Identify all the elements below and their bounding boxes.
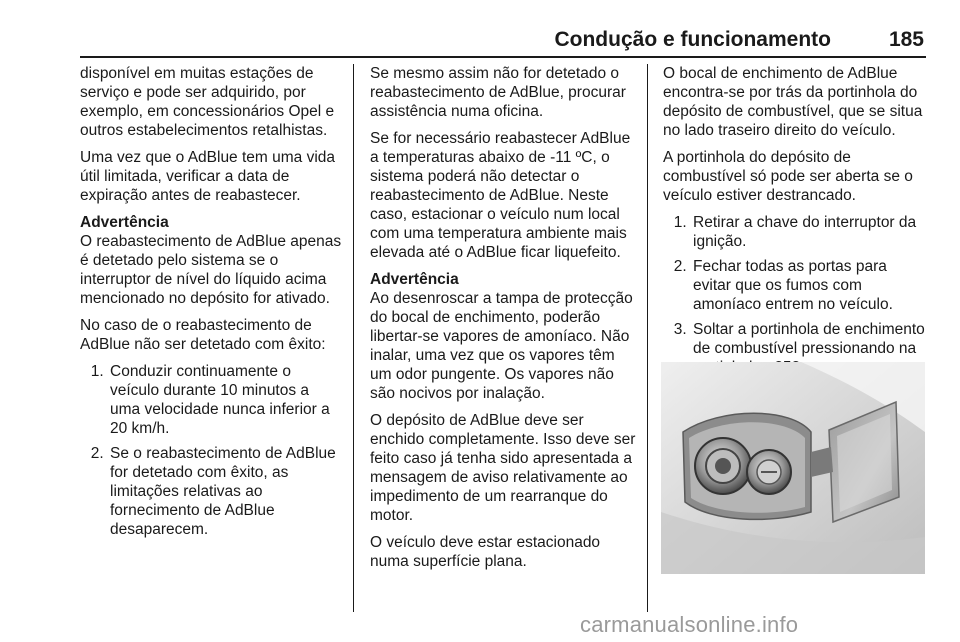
steps-list bbox=[80, 362, 342, 539]
warning-text: Ao desenroscar a tampa de protecção do bocal de enchimento, poderão libertar-se vapores de amoníaco. Não inalar, uma vez que os vapores têm um odor pungente. Os vapores não são nocivos por inalação. bbox=[370, 290, 633, 402]
step-text: Soltar a portinhola de enchimento de combustível pressionando na bbox=[693, 321, 925, 357]
warning-text: O reabastecimento de AdBlue apenas é detetado pelo sistema se o interruptor de nível do líquido acima mencionado no depósito for ativado. bbox=[80, 233, 342, 307]
column-divider bbox=[647, 64, 648, 612]
fuel-filler-flap-illustration bbox=[661, 362, 925, 574]
column-divider bbox=[353, 64, 354, 612]
paragraph: No caso de o reabastecimento de AdBlue não ser detetado com êxito: bbox=[80, 317, 326, 353]
paragraph: Se for necessário reabastecer AdBlue a temperaturas abaixo de -11 ºC, o sistema poderá não detectar o reabastecimento de AdBlue. Neste caso, estacionar o veículo num local com uma temperatura ambiente mais elevada até o AdBlue ficar liquefeito. bbox=[370, 130, 631, 261]
paragraph: A portinhola do depósito de combustível só pode ser aberta se o veículo estiver destrancado. bbox=[663, 149, 913, 204]
text-column-3 bbox=[663, 64, 927, 385]
paragraph: O depósito de AdBlue deve ser enchido completamente. Isso deve ser feito caso já tenha sido apresentada a mensagem de aviso relativamente ao impedimento de um rearranque do motor. bbox=[370, 412, 636, 524]
page-number: 185 bbox=[888, 28, 924, 51]
paragraph: O bocal de enchimento de AdBlue encontra-se por trás da portinhola do depósito de combustível, que se situa no lado traseiro direito do veículo. bbox=[663, 65, 923, 139]
fuel-filler-flap-icon bbox=[661, 362, 925, 574]
paragraph: O veículo deve estar estacionado numa superfície plana. bbox=[370, 534, 601, 570]
page-title: Condução e funcionamento bbox=[554, 28, 831, 51]
list-item: 2. Se o reabastecimento de AdBlue for detetado com êxito, as limitações relativas ao fornecimento de AdBlue desaparecem. bbox=[108, 444, 342, 539]
warning-title: Advertência bbox=[80, 214, 169, 231]
page-header bbox=[80, 22, 926, 58]
list-item: 2. Fechar todas as portas para evitar que os fumos com amoníaco entrem no veículo. bbox=[691, 257, 927, 314]
text-column-1 bbox=[80, 64, 342, 547]
steps-list bbox=[663, 213, 927, 377]
paragraph: Se mesmo assim não for detetado o reabastecimento de AdBlue, procurar assistência numa oficina. bbox=[370, 65, 626, 120]
list-item: 1. Conduzir continuamente o veículo durante 10 minutos a uma velocidade nunca inferior a 20 km/h. bbox=[108, 362, 342, 438]
paragraph: Uma vez que o AdBlue tem uma vida útil limitada, verificar a data de expiração antes de reabastecer. bbox=[80, 149, 336, 204]
list-item: 1. Retirar a chave do interruptor da ignição. bbox=[691, 213, 927, 251]
watermark: carmanualsonline.info bbox=[580, 612, 799, 637]
text-column-2 bbox=[370, 64, 636, 579]
warning-title: Advertência bbox=[370, 271, 459, 288]
paragraph: disponível em muitas estações de serviço e pode ser adquirido, por exemplo, em concessionários Opel e outros estabelecimentos retalhistas. bbox=[80, 65, 335, 139]
